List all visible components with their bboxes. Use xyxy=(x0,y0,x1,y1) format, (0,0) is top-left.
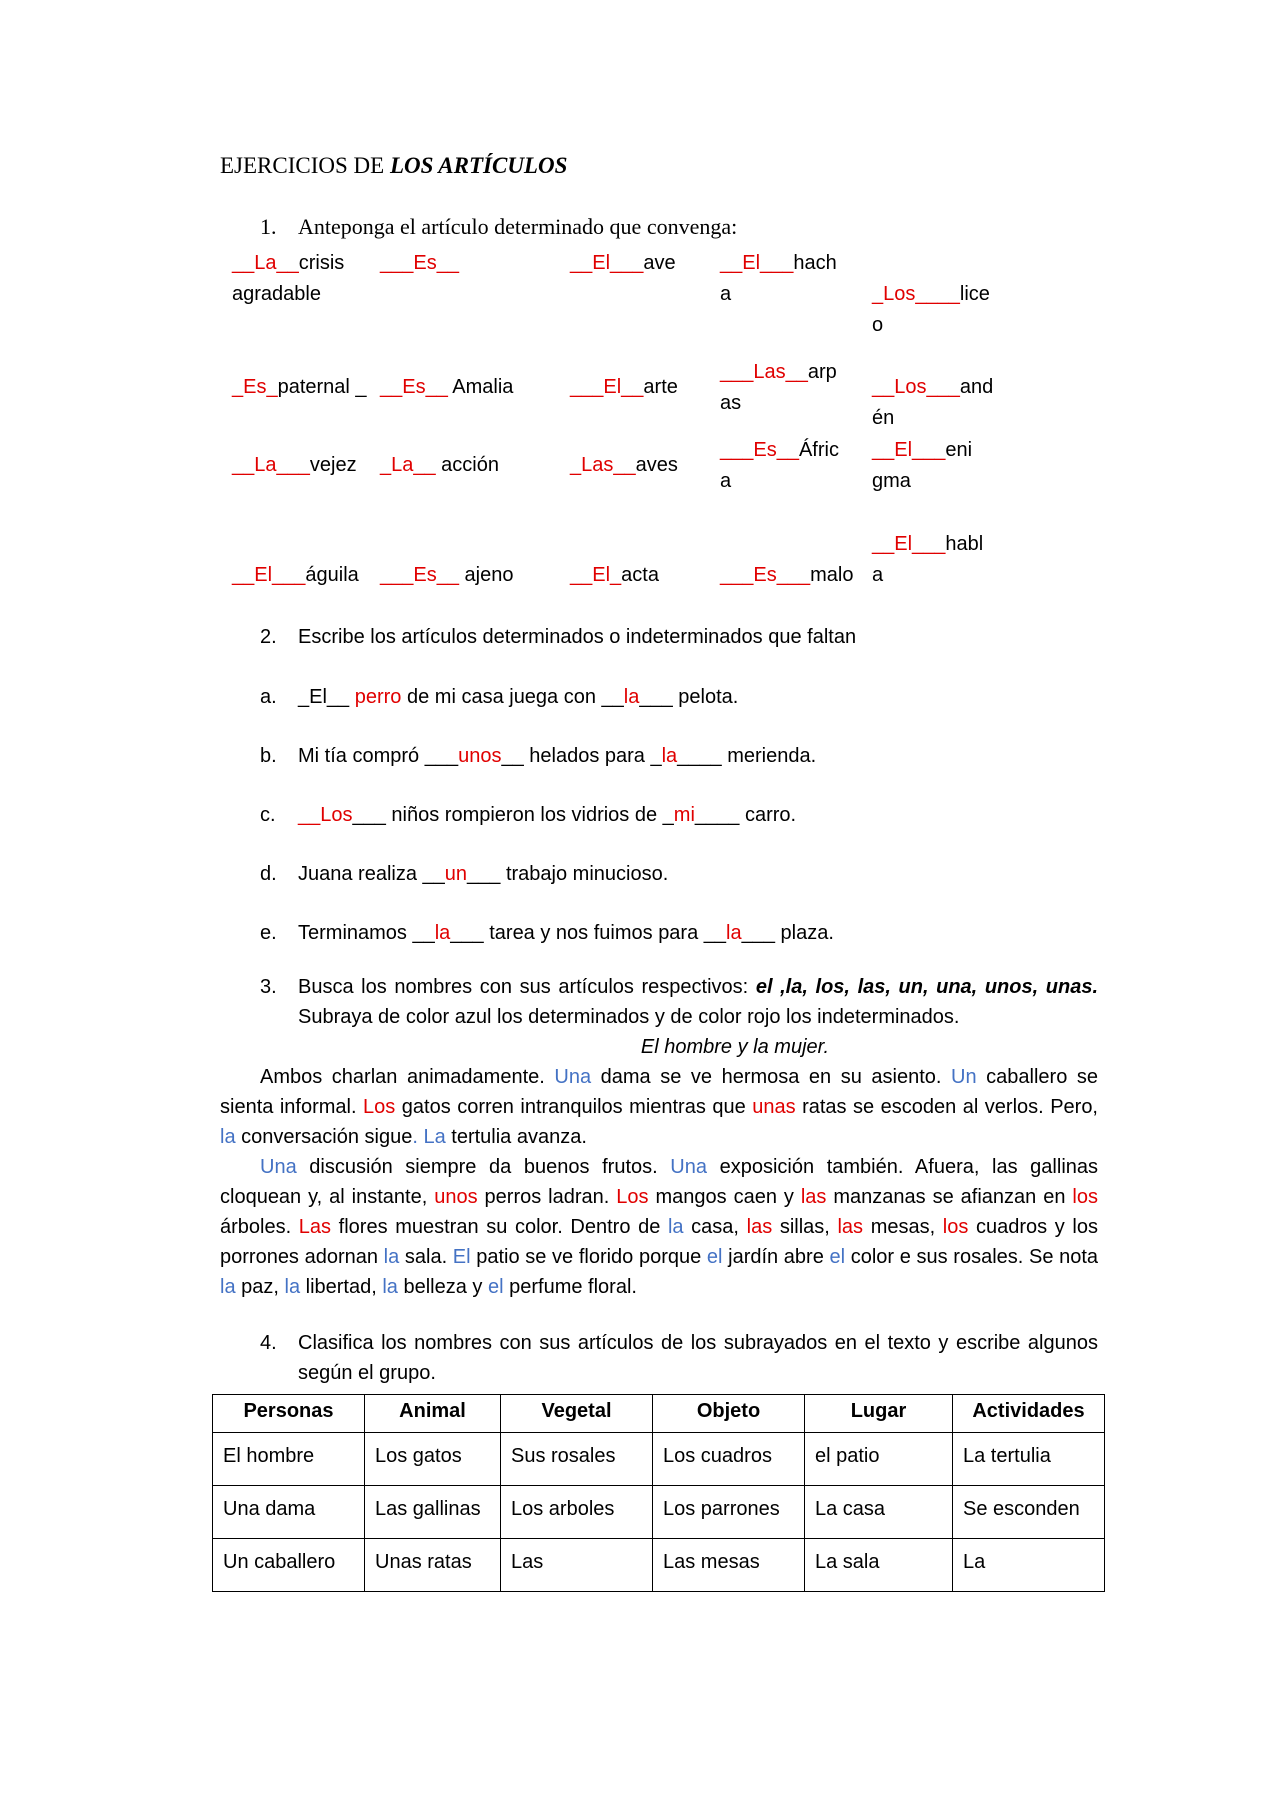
table-cell: Unas ratas xyxy=(365,1539,501,1592)
blank: ___ xyxy=(912,533,946,555)
story-title: El hombre y la mujer. xyxy=(640,1036,830,1058)
blank: ___ xyxy=(760,252,794,274)
text: Juana realiza __ xyxy=(298,863,445,885)
text: de mi casa juega con __ xyxy=(401,686,624,708)
q2-item xyxy=(260,800,796,831)
text: ___ trabajo minucioso. xyxy=(467,863,669,885)
text: gatos corren intranquilos mientras que xyxy=(395,1096,753,1118)
q1-item xyxy=(720,357,837,419)
answer: la xyxy=(661,745,678,767)
blank: __ xyxy=(776,439,799,461)
text: casa, xyxy=(683,1216,747,1238)
text: perros ladran. xyxy=(477,1186,617,1208)
q2-item xyxy=(260,918,834,949)
answer: El xyxy=(254,564,273,586)
blank: ___ xyxy=(912,439,946,461)
text: color e sus rosales. Se nota xyxy=(845,1246,1099,1268)
answer: la xyxy=(434,922,451,944)
column-header: Lugar xyxy=(805,1395,953,1433)
blank: __ xyxy=(232,252,255,274)
page-title xyxy=(220,153,567,179)
article-blue: la xyxy=(284,1276,301,1298)
q1-item xyxy=(380,372,513,403)
column-header: Objeto xyxy=(653,1395,805,1433)
item-label: b. xyxy=(260,745,277,767)
blank: __ xyxy=(613,454,636,476)
blank: _ xyxy=(266,376,278,398)
word-continued: as xyxy=(720,392,742,414)
word: habl xyxy=(945,533,984,555)
word: hach xyxy=(793,252,837,274)
blank: __ xyxy=(570,252,593,274)
article-red: unas xyxy=(752,1096,796,1118)
text: __ helados para _ xyxy=(501,745,662,767)
article-red: Los xyxy=(363,1096,396,1118)
item-label: a. xyxy=(260,686,277,708)
blank: _ xyxy=(610,564,622,586)
text: Terminamos __ xyxy=(298,922,435,944)
answer: Los xyxy=(894,376,927,398)
word: aves xyxy=(635,454,678,476)
q1-heading xyxy=(260,214,737,240)
answer: Es xyxy=(413,252,437,274)
column-header: Animal xyxy=(365,1395,501,1433)
q2-item xyxy=(260,682,738,713)
answer: mi xyxy=(673,804,695,826)
word: Áfric xyxy=(798,439,839,461)
table-row xyxy=(213,1433,1105,1486)
article-red: los xyxy=(942,1216,969,1238)
text: sillas, xyxy=(772,1216,838,1238)
answer: El xyxy=(742,252,761,274)
table-cell: Los arboles xyxy=(501,1486,653,1539)
classification-table xyxy=(212,1394,1105,1592)
blank: ___ xyxy=(380,252,414,274)
q1-item xyxy=(720,435,839,497)
word: lice xyxy=(959,283,990,305)
text: Mi tía compró ___ xyxy=(298,745,459,767)
blank: __ xyxy=(436,564,459,586)
blank: __ xyxy=(413,454,436,476)
blank: __ xyxy=(425,376,448,398)
column-header: Personas xyxy=(213,1395,365,1433)
text: sala. xyxy=(399,1246,453,1268)
word: malo xyxy=(810,564,854,586)
article-blue: Una xyxy=(670,1156,707,1178)
q1-item xyxy=(232,372,367,403)
text: tertulia avanza. xyxy=(445,1126,587,1148)
story-paragraph-1 xyxy=(220,1062,1098,1152)
table-cell: La tertulia xyxy=(953,1433,1105,1486)
table-cell: Las xyxy=(501,1539,653,1592)
q1-item xyxy=(720,248,837,310)
article-blue: el xyxy=(829,1246,846,1268)
blank: _ xyxy=(872,283,884,305)
article-blue: la xyxy=(220,1276,236,1298)
q1-item xyxy=(872,279,990,341)
q3-instruction-text: Subraya de color azul los determinados y de color rojo los indeterminados. xyxy=(298,1006,960,1028)
article-red: las xyxy=(837,1216,864,1238)
blank: __ xyxy=(570,564,593,586)
table-cell: La casa xyxy=(805,1486,953,1539)
q1-item xyxy=(232,248,344,310)
blank: ___ xyxy=(720,361,754,383)
table-cell: El hombre xyxy=(213,1433,365,1486)
article-blue: la xyxy=(220,1126,236,1148)
article-blue: Una xyxy=(260,1156,297,1178)
text: patio se ve florido porque xyxy=(470,1246,707,1268)
blank: ___ xyxy=(272,564,306,586)
article-blue: la xyxy=(382,1276,398,1298)
table-cell: el patio xyxy=(805,1433,953,1486)
answer: El xyxy=(894,439,913,461)
q3-articles: el ,la, los, las, un, una, unos, unas. xyxy=(755,976,1099,998)
word: arte xyxy=(643,376,678,398)
word: acción xyxy=(435,454,499,476)
story-paragraph-2 xyxy=(220,1152,1098,1302)
article-blue: Una xyxy=(554,1066,592,1088)
answer: Los xyxy=(883,283,916,305)
table-cell: Sus rosales xyxy=(501,1433,653,1486)
answer: Las xyxy=(581,454,614,476)
table-row xyxy=(213,1539,1105,1592)
table-cell: Los parrones xyxy=(653,1486,805,1539)
q2-heading xyxy=(260,622,856,653)
blank: __ xyxy=(785,361,808,383)
blank: ___ xyxy=(926,376,960,398)
text: ___ pelota. xyxy=(639,686,739,708)
q2-item xyxy=(260,741,816,772)
table-header-row xyxy=(213,1395,1105,1433)
answer: Es xyxy=(753,439,777,461)
text: cuadros y los porrones adornan xyxy=(220,1216,1098,1268)
table-row xyxy=(213,1486,1105,1539)
word-continued: a xyxy=(872,564,884,586)
word: vejez xyxy=(309,454,357,476)
text: Ambos charlan animadamente. xyxy=(260,1066,555,1088)
text: libertad, xyxy=(300,1276,383,1298)
word: Amalia xyxy=(447,376,514,398)
q1-item xyxy=(872,372,993,434)
word: paternal _ xyxy=(277,376,367,398)
word: águila xyxy=(305,564,359,586)
q1-item xyxy=(570,372,678,403)
text: exposición también. Afuera, las gallinas cloquean y, al instante, xyxy=(220,1156,1099,1208)
text: ratas se escoden al verlos. Pero, xyxy=(795,1096,1098,1118)
text: discusión siempre da buenos frutos. xyxy=(296,1156,671,1178)
answer: la xyxy=(726,922,742,944)
blank: ___ xyxy=(380,564,414,586)
text: jardín abre xyxy=(722,1246,830,1268)
text: paz, xyxy=(235,1276,285,1298)
text: dama se ve hermosa en su asiento. xyxy=(591,1066,952,1088)
word: ave xyxy=(643,252,676,274)
answer: __Los xyxy=(298,804,353,826)
column-header: Actividades xyxy=(953,1395,1105,1433)
table-cell: Un caballero xyxy=(213,1539,365,1592)
article-red: los xyxy=(1072,1186,1098,1208)
q1-heading-text: Anteponga el artículo determinado que convenga: xyxy=(298,214,738,239)
answer: Es xyxy=(413,564,437,586)
text: mesas, xyxy=(863,1216,943,1238)
text: caballero se sienta informal. xyxy=(220,1066,1099,1118)
answer: La xyxy=(391,454,414,476)
word-continued: a xyxy=(720,283,732,305)
title-prefix: EJERCICIOS DE xyxy=(220,153,390,178)
blank: ___ xyxy=(276,454,310,476)
answer: perro xyxy=(354,686,402,708)
text: ____ carro. xyxy=(694,804,797,826)
item-label: d. xyxy=(260,863,277,885)
q1-item xyxy=(380,560,513,591)
q3-instruction xyxy=(298,972,1098,1032)
table-cell: La sala xyxy=(805,1539,953,1592)
word-continued: a xyxy=(720,470,732,492)
word-continued: agradable xyxy=(232,283,321,305)
item-label: c. xyxy=(260,804,276,826)
table-cell: Los cuadros xyxy=(653,1433,805,1486)
title-emphasis: LOS ARTÍCULOS xyxy=(389,153,568,178)
answer: Es xyxy=(243,376,267,398)
q1-item xyxy=(570,450,678,481)
blank: ___ xyxy=(720,564,754,586)
blank: ___ xyxy=(776,564,811,586)
word: crisis xyxy=(298,252,345,274)
word-continued: o xyxy=(872,314,884,336)
text: ___ plaza. xyxy=(741,922,834,944)
blank: ___ xyxy=(720,439,754,461)
blank: __ xyxy=(380,376,403,398)
article-red: las xyxy=(800,1186,827,1208)
word: ajeno xyxy=(458,564,514,586)
word: acta xyxy=(621,564,659,586)
item-label: e. xyxy=(260,922,277,944)
text: perfume floral. xyxy=(503,1276,637,1298)
text: ____ merienda. xyxy=(677,745,817,767)
text: ___ niños rompieron los vidrios de _ xyxy=(352,804,674,826)
blank: __ xyxy=(872,533,895,555)
article-blue: El xyxy=(452,1246,471,1268)
q1-item xyxy=(380,248,459,279)
article-blue: . La xyxy=(412,1126,446,1148)
q1-item xyxy=(720,560,853,591)
q1-item xyxy=(872,529,983,591)
blank: _ xyxy=(570,454,582,476)
answer: Es xyxy=(402,376,426,398)
blank: _ xyxy=(380,454,392,476)
q4-instruction: Clasifica los nombres con sus artículos de los subrayados en el texto y escribe algunos según el grupo. xyxy=(298,1332,1098,1384)
blank: __ xyxy=(872,376,895,398)
q4-number: 4. xyxy=(260,1332,277,1354)
article-red: unos xyxy=(434,1186,478,1208)
word: eni xyxy=(945,439,973,461)
blank: __ xyxy=(232,454,255,476)
word-continued: gma xyxy=(872,470,911,492)
text: árboles. xyxy=(220,1216,299,1238)
article-red: las xyxy=(746,1216,773,1238)
answer: El xyxy=(592,252,611,274)
blank: ___ xyxy=(610,252,644,274)
blank: ____ xyxy=(915,283,960,305)
text: ___ tarea y nos fuimos para __ xyxy=(450,922,727,944)
blank: __ xyxy=(436,252,459,274)
answer: Las xyxy=(753,361,786,383)
table-cell: Las gallinas xyxy=(365,1486,501,1539)
q2-heading-text: Escribe los artículos determinados o indeterminados que faltan xyxy=(298,626,857,648)
answer: un xyxy=(444,863,468,885)
table-body xyxy=(213,1433,1105,1592)
table-cell: Las mesas xyxy=(653,1539,805,1592)
table-cell: Una dama xyxy=(213,1486,365,1539)
answer: Es xyxy=(753,564,777,586)
answer: unos xyxy=(458,745,502,767)
article-blue: el xyxy=(487,1276,504,1298)
q1-number: 1. xyxy=(260,214,277,239)
answer: la xyxy=(623,686,640,708)
word: and xyxy=(959,376,994,398)
blank: __ xyxy=(621,376,644,398)
text: belleza y xyxy=(397,1276,488,1298)
article-red: Los xyxy=(616,1186,649,1208)
answer: El xyxy=(592,564,611,586)
q3-lead: Busca los nombres con sus artículos respectivos: xyxy=(298,976,756,998)
article-blue: la xyxy=(383,1246,400,1268)
blank: ___ xyxy=(570,376,604,398)
word-continued: én xyxy=(872,407,895,429)
q1-item xyxy=(232,560,359,591)
answer: El xyxy=(894,533,913,555)
text: manzanas se afianzan en xyxy=(826,1186,1073,1208)
article-red: Las xyxy=(298,1216,332,1238)
blank: __ xyxy=(872,439,895,461)
table-cell: Los gatos xyxy=(365,1433,501,1486)
article-blue: la xyxy=(667,1216,684,1238)
q1-item xyxy=(232,450,357,481)
text: flores muestran su color. Dentro de xyxy=(331,1216,668,1238)
word: arp xyxy=(807,361,837,383)
blank: __ xyxy=(232,564,255,586)
q1-item xyxy=(380,450,499,481)
answer: El xyxy=(603,376,622,398)
q1-item xyxy=(570,248,676,279)
text: mangos caen y xyxy=(648,1186,801,1208)
article-blue: Un xyxy=(951,1066,977,1088)
text: conversación sigue xyxy=(235,1126,413,1148)
column-header: Vegetal xyxy=(501,1395,653,1433)
answer: La xyxy=(254,252,277,274)
article-blue: el xyxy=(706,1246,723,1268)
q2-item xyxy=(260,859,668,890)
blank: _ xyxy=(232,376,244,398)
text: _El__ xyxy=(298,686,355,708)
answer: La xyxy=(254,454,277,476)
blank: __ xyxy=(276,252,299,274)
table-cell: Se esconden xyxy=(953,1486,1105,1539)
blank: __ xyxy=(720,252,743,274)
q1-item xyxy=(570,560,659,591)
table-cell: La xyxy=(953,1539,1105,1592)
q2-number: 2. xyxy=(260,626,277,648)
q1-item xyxy=(872,435,972,497)
q3-number: 3. xyxy=(260,976,277,998)
